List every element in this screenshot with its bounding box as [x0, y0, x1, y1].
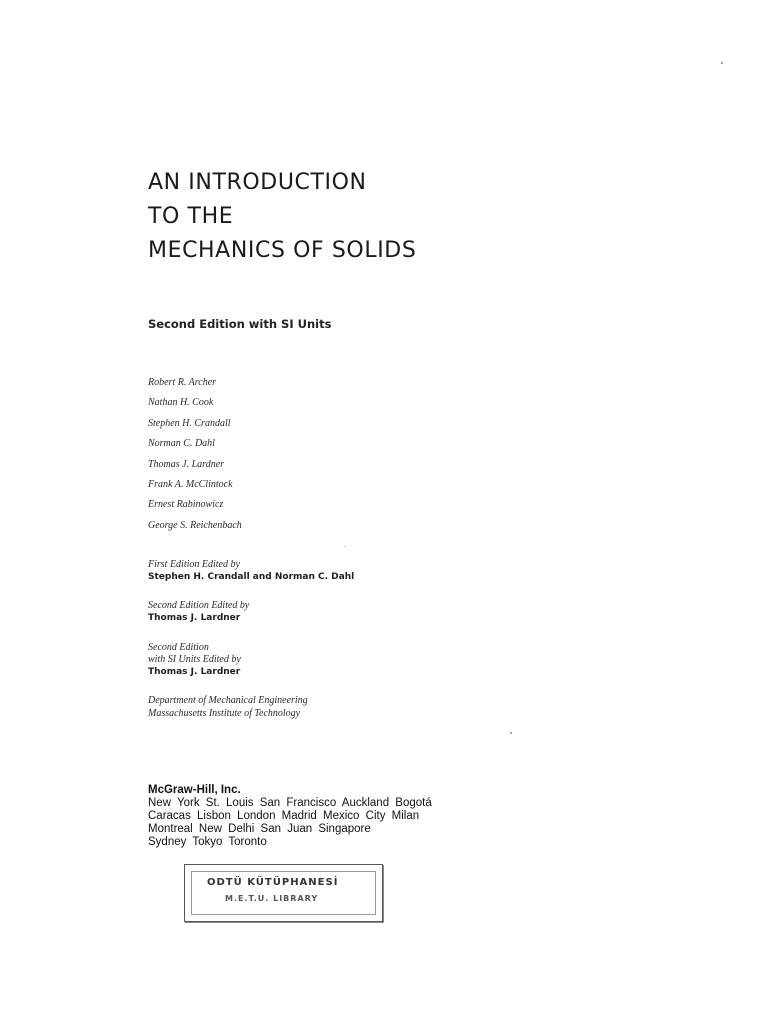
book-title	[148, 166, 416, 268]
author-name: George S. Reichenbach	[148, 519, 242, 531]
scan-speck	[510, 732, 512, 734]
credit-label: with SI Units Edited by	[148, 654, 241, 665]
publisher-cities: Montreal New Delhi San Juan Singapore	[148, 823, 371, 835]
edition-statement: Second Edition with SI Units	[148, 317, 332, 331]
publisher-cities: Sydney Tokyo Toronto	[148, 836, 267, 848]
credit-label: Second Edition Edited by	[148, 600, 250, 611]
credit-editors: Stephen H. Crandall and Norman C. Dahl	[148, 572, 355, 582]
author-name: Thomas J. Lardner	[148, 458, 225, 470]
library-stamp	[184, 864, 383, 922]
title-line-2: TO THE	[148, 204, 234, 229]
publisher-imprint	[148, 784, 432, 849]
stamp-line-2: M.E.T.U. LIBRARY	[225, 894, 319, 903]
author-name: Robert R. Archer	[148, 377, 217, 388]
title-line-3: MECHANICS OF SOLIDS	[148, 238, 417, 263]
stamp-line-1: ODTÜ KÜTÜPHANESİ	[207, 877, 339, 888]
department-affiliation	[148, 694, 308, 720]
publisher-cities: New York St. Louis San Francisco Auckland Bogotá	[148, 797, 432, 809]
author-name: Stephen H. Crandall	[148, 417, 231, 429]
author-name: Ernest Rabinowicz	[148, 499, 224, 511]
credit-label: First Edition Edited by	[148, 559, 240, 570]
author-list	[148, 373, 242, 536]
author-name: Nathan H. Cook	[148, 397, 214, 409]
credit-label: Second Edition	[148, 642, 209, 653]
si-edition-credit	[148, 642, 241, 678]
institute-line: Massachusetts Institute of Technology	[148, 708, 301, 719]
publisher-cities: Caracas Lisbon London Madrid Mexico City Milan	[148, 810, 420, 822]
author-name: Frank A. McClintock	[148, 479, 233, 491]
credit-editors: Thomas J. Lardner	[148, 667, 241, 677]
credit-editors: Thomas J. Lardner	[148, 613, 241, 623]
department-line: Department of Mechanical Engineering	[148, 695, 308, 706]
scan-speck	[344, 546, 345, 547]
publisher-name: McGraw-Hill, Inc.	[148, 784, 241, 796]
author-name: Norman C. Dahl	[148, 438, 215, 450]
title-line-1: AN INTRODUCTION	[148, 170, 367, 195]
scan-speck	[721, 62, 723, 64]
first-edition-credit	[148, 559, 354, 583]
second-edition-credit	[148, 600, 249, 624]
